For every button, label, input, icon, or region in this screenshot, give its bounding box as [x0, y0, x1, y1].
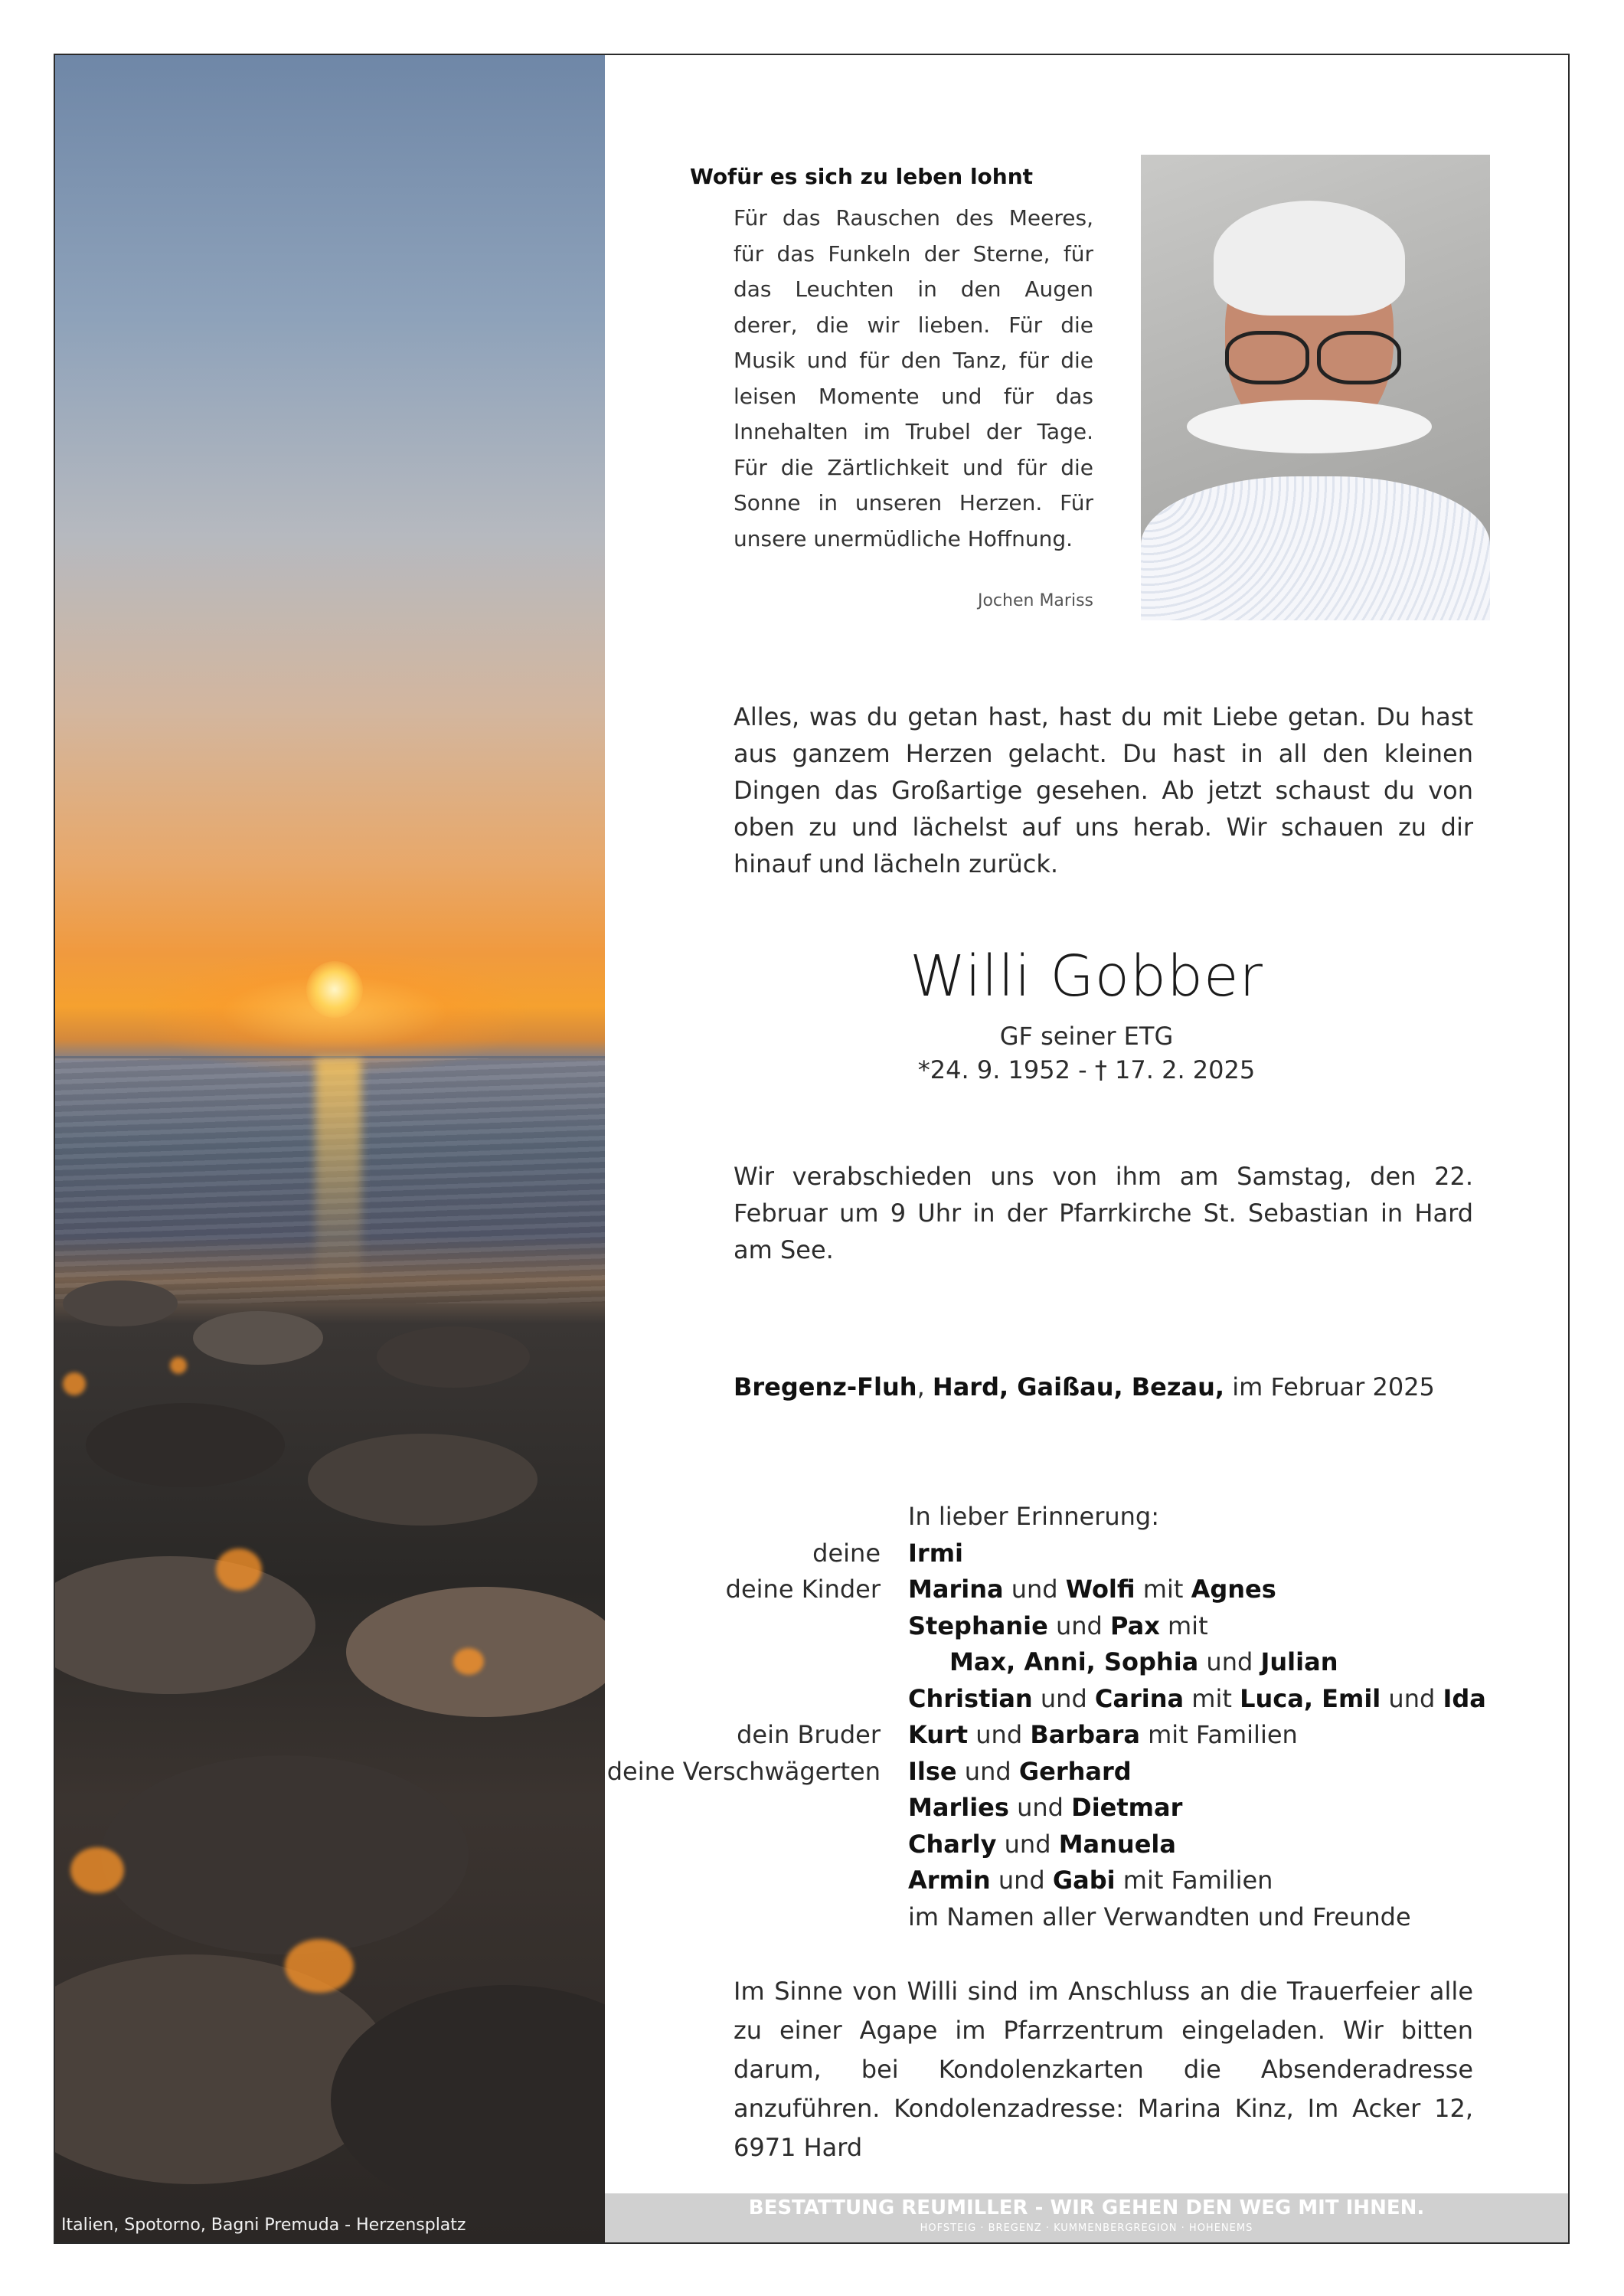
deceased-role: GF seiner ETG — [999, 1022, 1174, 1051]
family-list — [605, 1499, 1568, 1935]
sun — [306, 961, 363, 1018]
light-bokeh — [285, 1939, 354, 1993]
places-date: im Februar 2025 — [1224, 1372, 1435, 1401]
family-closing: im Namen aller Verwandten und Freunde — [908, 1902, 1411, 1931]
place-2: Hard, Gaißau, Bezau, — [932, 1372, 1225, 1401]
family-child-2: Stephanie und Pax mit — [908, 1611, 1208, 1640]
pebble — [308, 1434, 538, 1526]
light-bokeh — [63, 1372, 86, 1395]
portrait-glasses — [1210, 331, 1409, 377]
family-brother: Kurt und Barbara mit Familien — [908, 1720, 1298, 1749]
family-child-1: Marina und Wolfi mit Agnes — [908, 1575, 1276, 1604]
family-heading: In lieber Erinnerung: — [908, 1502, 1160, 1531]
light-bokeh — [70, 1847, 124, 1893]
service-text: Wir verabschieden uns von ihm am Samstag, den 22. Februar um 9 Uhr in der Pfarrkirche St. Sebastian in Hard am See. — [734, 1162, 1473, 1264]
family-inlaw-4: Armin und Gabi mit Familien — [908, 1866, 1273, 1895]
portrait-photo — [1141, 155, 1490, 620]
places-line — [734, 1372, 1435, 1401]
deceased-name: Willi Gobber — [910, 944, 1263, 1009]
relation-in-laws: deine Verschwägerten — [606, 1756, 881, 1786]
pebble — [377, 1326, 530, 1388]
obituary-content — [605, 55, 1568, 2242]
footer-locations: HOFSTEIG · BREGENZ · KUMMENBERGREGION · HOHENEMS — [920, 2222, 1253, 2234]
agape-text: Im Sinne von Willi sind im Anschluss an die Trauerfeier alle zu einer Agape im Pfarrzentrum eingeladen. Wir bitten darum, bei Kondolenzkarten die Absenderadresse anzuführen. Kondolenzadresse: Marina Kinz, Im Acker 12, 6971 Hard — [734, 1977, 1473, 2162]
obituary-card — [54, 54, 1570, 2244]
light-bokeh — [453, 1648, 484, 1675]
poem-text: Für das Rauschen des Meeres, für das Funkeln der Sterne, für das Leuchten in den Augen derer, die wir lieben. Für die Musik und für den Tanz, für die leisen Momente und für das Innehalten im Trubel der Tage. Für die Zärtlichkeit und für die Sonne in unseren Herzen. Für unsere unermüdliche Hoffnung. — [734, 205, 1093, 551]
light-bokeh — [170, 1357, 187, 1374]
sun-reflection — [315, 1058, 361, 1288]
pebble — [193, 1311, 323, 1365]
pebble — [55, 1556, 315, 1694]
intro-text: Alles, was du getan hast, hast du mit Liebe getan. Du hast aus ganzem Herzen gelacht. Du hast in all den kleinen Dingen das Großartige gesehen. Ab jetzt schaust du von oben zu und lächelst auf uns herab. Wir schauen zu dir hinauf und lächeln zurück. — [734, 702, 1473, 878]
family-wife: Irmi — [908, 1538, 963, 1568]
family-inlaw-2: Marlies und Dietmar — [908, 1793, 1183, 1822]
portrait-shirt — [1141, 476, 1490, 620]
funeral-home-footer — [605, 2193, 1568, 2242]
deceased-dates: *24. 9. 1952 - † 17. 2. 2025 — [917, 1055, 1256, 1084]
relation-children: deine Kinder — [725, 1575, 881, 1604]
pebble — [63, 1280, 178, 1326]
family-inlaw-1: Ilse und Gerhard — [908, 1756, 1132, 1786]
place-1: Bregenz-Fluh — [734, 1372, 917, 1401]
portrait-moustache — [1187, 400, 1432, 453]
portrait-hair — [1214, 201, 1405, 316]
relation-wife: deine — [812, 1538, 881, 1568]
family-inlaw-3: Charly und Manuela — [908, 1829, 1176, 1859]
poem-title: Wofür es sich zu leben lohnt — [689, 164, 1034, 189]
pebble — [101, 1755, 469, 1954]
light-bokeh — [216, 1549, 262, 1591]
pebble — [86, 1403, 285, 1487]
photo-credit: Italien, Spotorno, Bagni Premuda - Herzensplatz — [61, 2216, 466, 2235]
relation-brother: dein Bruder — [737, 1720, 881, 1749]
places-sep: , — [917, 1372, 933, 1401]
sunset-beach-photo — [55, 55, 605, 2242]
family-child-3: Christian und Carina mit Luca, Emil und Ida — [908, 1683, 1486, 1713]
poem-author: Jochen Mariss — [977, 591, 1093, 610]
footer-slogan: BESTATTUNG REUMILLER - WIR GEHEN DEN WEG MIT IHNEN. — [748, 2196, 1425, 2219]
family-grandchildren-2: Max, Anni, Sophia und Julian — [949, 1647, 1338, 1676]
